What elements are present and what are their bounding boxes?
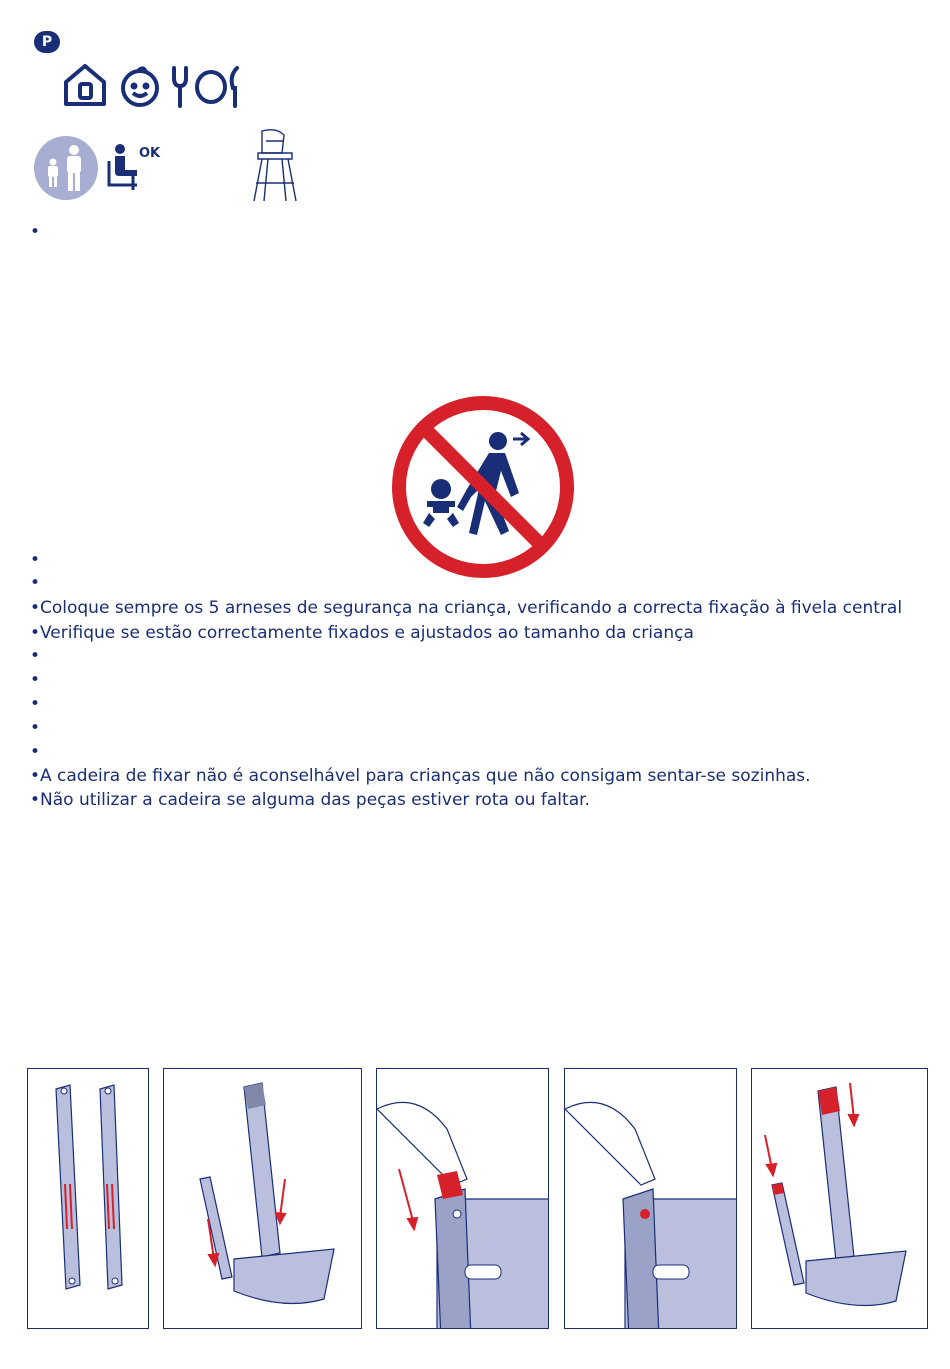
ok-label: OK	[139, 146, 161, 161]
bullet-item	[30, 623, 694, 643]
baby-face-icon	[123, 68, 157, 105]
bullet-dot: •	[30, 790, 41, 810]
panel-press-button	[376, 1068, 549, 1329]
language-badge: P	[34, 31, 60, 53]
bullet-dot: •	[30, 646, 41, 666]
bullet-item	[30, 718, 40, 738]
bullet-dot: •	[30, 670, 41, 690]
bullet-dot: •	[30, 550, 41, 570]
bullet-dot: •	[30, 718, 41, 738]
bullet-item	[30, 694, 40, 714]
bullet-item	[30, 742, 40, 762]
cutlery-icon	[174, 68, 237, 106]
bullet-dot: •	[30, 222, 41, 242]
adult-child-icon	[33, 135, 99, 201]
seated-child-icon	[103, 143, 143, 193]
bullet-item	[30, 790, 590, 810]
bullet-item	[30, 646, 40, 666]
bullet-dot: •	[30, 766, 41, 786]
panel-locked	[564, 1068, 737, 1329]
bullet-item	[30, 766, 811, 786]
bullet-dot: •	[30, 598, 41, 618]
bullet-dot: •	[30, 694, 41, 714]
highchair-icon	[248, 127, 304, 203]
bullet-text: Verifique se estão correctamente fixados e ajustados ao tamanho da criança	[40, 623, 694, 643]
bullet-dot: •	[30, 742, 41, 762]
bullet-item	[30, 598, 902, 618]
panel-insert-legs	[163, 1068, 362, 1329]
bullet-item	[30, 670, 40, 690]
bullet-item	[30, 573, 40, 593]
panel-final-legs	[751, 1068, 928, 1329]
bullet-item	[30, 222, 40, 242]
usage-icons	[62, 62, 252, 112]
bullet-dot: •	[30, 623, 41, 643]
bullet-dot: •	[30, 573, 41, 593]
bullet-item	[30, 550, 40, 570]
home-icon	[66, 66, 104, 104]
bullet-text: Coloque sempre os 5 arneses de segurança na criança, verificando a correcta fixação à fivela central	[40, 598, 903, 618]
panel-leg-brackets	[27, 1068, 149, 1329]
no-unattended-child-icon	[389, 393, 577, 581]
bullet-text: A cadeira de fixar não é aconselhável para crianças que não consigam sentar-se sozinhas.	[40, 766, 811, 786]
bullet-text: Não utilizar a cadeira se alguma das peças estiver rota ou faltar.	[40, 790, 590, 810]
